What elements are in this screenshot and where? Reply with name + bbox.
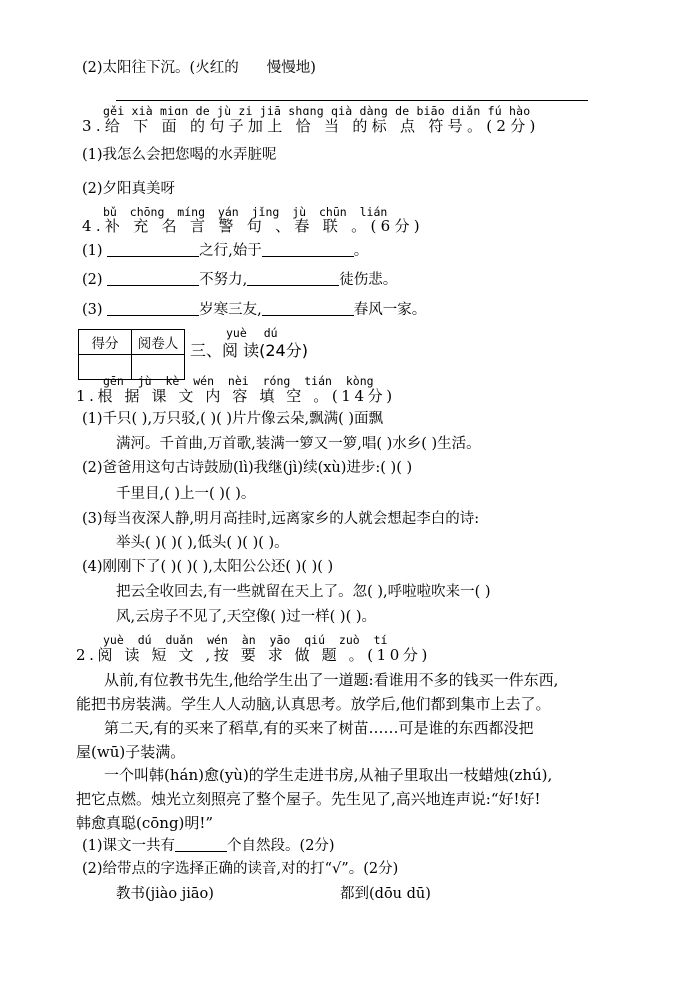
q3-title: 3.给 下 面 的句子加上 恰 当 的标 点 符号。(2分) xyxy=(82,117,540,135)
r1-line-7: (4)刚刚下了( )( )( ),太阳公公还( )( )( ) xyxy=(82,559,334,575)
q4-pinyin: bǔ chōng míng yán jǐng jù chūn lián xyxy=(103,205,388,219)
q2-item-2-sentence: (2)太阳往下沉。(火红的 xyxy=(82,60,239,76)
r1-pinyin: gēn jù kè wén nèi róng tián kòng xyxy=(103,374,374,388)
q2-answer-line xyxy=(116,100,588,101)
blank-field[interactable] xyxy=(107,241,199,257)
section3-title-text: 三、阅 读 xyxy=(190,341,260,360)
q2-item-2-hint: 慢慢地) xyxy=(266,60,316,76)
r1-line-3: (2)爸爸用这句古诗鼓励(lì)我继(jì)续(xù)进步:( )( ) xyxy=(82,460,413,476)
score-box xyxy=(78,329,185,380)
q3-item-1: (1)我怎么会把您喝的水弄脏呢 xyxy=(82,147,277,163)
r1-line-6: 举头( )( )( ),低头( )( )( )。 xyxy=(116,535,289,551)
q2-item-2 xyxy=(82,58,316,78)
r1-line-5: (3)每当夜深人静,明月高挂时,远离家乡的人就会想起李白的诗: xyxy=(82,511,480,527)
r2-question-2: (2)给带点的字选择正确的读音,对的打“√”。(2分) xyxy=(82,861,399,877)
passage-line-3: 第二天,有的买来了稻草,有的买来了树苗……可是谁的东西都没把 xyxy=(104,719,534,737)
passage-line-2: 能把书房装满。学生人人动脑,认真思考。放学后,他们都到集市上去了。 xyxy=(76,695,551,713)
q3-pinyin: gěi xià miɑn de jù zi jiā shɑng qià dàng de biāo diǎn fú hào xyxy=(103,104,531,118)
r2-pinyin: yuè dú duǎn wén àn yāo qiú zuò tí xyxy=(103,633,388,647)
q3-item-2: (2)夕阳真美呀 xyxy=(82,181,176,197)
blank-field[interactable] xyxy=(107,300,199,316)
r1-title: 1.根 据 课 文 内 容 填 空 。(14分) xyxy=(76,387,396,405)
r1-line-4: 千里目,( )上一( )( )。 xyxy=(116,486,256,502)
score-box-label-score: 得分 xyxy=(79,330,132,355)
paragraph-count-blank[interactable] xyxy=(175,836,227,852)
r2-question-1: (1)课文一共有 个自然段。(2分) xyxy=(82,838,335,854)
r1-line-8: 把云全收回去,有一些就留在天上了。忽( ),呼啦啦吹来一( ) xyxy=(116,584,491,600)
score-box-label-grader: 阅卷人 xyxy=(132,330,185,355)
passage-line-6: 把它点燃。烛光立刻照亮了整个屋子。先生见了,高兴地连声说:“好!好! xyxy=(76,790,541,808)
r1-line-1: (1)千只( ),万只驳,( )( )片片像云朵,飘满( )面飘 xyxy=(82,411,384,427)
r2-question-2-option-1[interactable]: 教书(jiào jiāo) xyxy=(116,886,214,902)
section3-title xyxy=(190,340,308,362)
r1-line-9: 风,云房子不见了,天空像( )过一样( )( )。 xyxy=(116,609,376,625)
passage-line-7: 韩愈真聪(cōng)明!” xyxy=(76,814,214,832)
r2-question-2-option-2[interactable]: 都到(dōu dū) xyxy=(340,886,431,902)
passage-line-5: 一个叫韩(hán)愈(yù)的学生走进书房,从袖子里取出一枝蜡烛(zhú), xyxy=(104,766,553,784)
r2-title: 2.阅 读 短 文 ,按 要 求 做 题 。(10分) xyxy=(76,646,431,664)
q4-item-2: (2) 不努力, 徒伤悲。 xyxy=(82,272,398,288)
blank-field[interactable] xyxy=(107,270,199,286)
passage-line-1: 从前,有位教书先生,他给学生出了一道题:看谁用不多的钱买一件东西, xyxy=(104,671,559,689)
q4-item-1: (1) 之行,始于 。 xyxy=(82,243,369,259)
passage-line-4: 屋(wū)子装满。 xyxy=(76,743,186,761)
blank-field[interactable] xyxy=(262,241,354,257)
q4-title: 4.补 充 名 言 警 句 、春 联 。(6分) xyxy=(82,217,424,235)
section3-score: (24分) xyxy=(259,341,308,360)
blank-field[interactable] xyxy=(262,300,354,316)
r1-line-2: 满河。千首曲,万首歌,装满一箩又一箩,唱( )水乡( )生活。 xyxy=(116,436,481,452)
q4-item-3: (3) 岁寒三友, 春风一家。 xyxy=(82,302,427,318)
blank-field[interactable] xyxy=(247,270,339,286)
section3-pinyin: yuè dú xyxy=(226,326,278,340)
